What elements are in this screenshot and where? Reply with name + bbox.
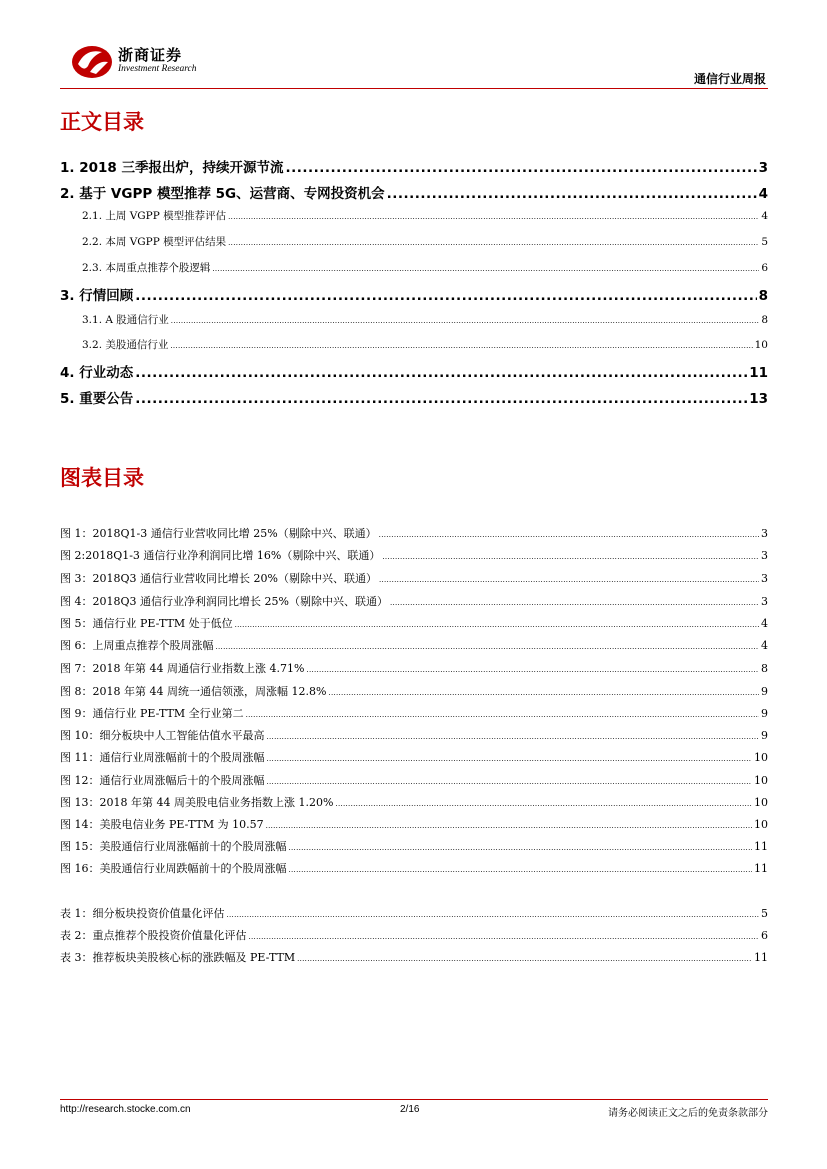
figure-entry-page: 9 <box>761 707 768 720</box>
figure-entry-page: 9 <box>761 729 768 742</box>
figure-entry-label: 图 16：美股通信行业周跌幅前十的个股周涨幅 <box>60 862 287 875</box>
table-entry-page: 6 <box>761 929 768 942</box>
toc-entry-label: 3.1. A 股通信行业 <box>82 314 169 326</box>
table-entry-label: 表 2：重点推荐个股投资价值量化评估 <box>60 929 247 942</box>
figure-entry[interactable] <box>60 727 768 742</box>
toc-entry[interactable] <box>60 182 768 200</box>
leader-dots <box>135 288 756 304</box>
leader-dots <box>212 265 759 273</box>
leader-dots <box>286 160 757 176</box>
figure-entry-label: 图 7：2018 年第 44 周通信行业指数上涨 4.71% <box>60 662 305 675</box>
figure-entry-page: 9 <box>761 685 768 698</box>
leader-dots <box>228 213 759 221</box>
toc-entry[interactable] <box>60 284 768 302</box>
figure-entry-page: 10 <box>754 796 768 809</box>
figure-entry-page: 4 <box>761 617 768 630</box>
leader-dots <box>297 955 752 963</box>
toc-entry-label: 2.3. 本周重点推荐个股逻辑 <box>82 262 211 274</box>
toc-entry-page: 11 <box>749 365 768 381</box>
header-divider <box>60 88 768 89</box>
leader-dots <box>267 778 753 786</box>
leader-dots <box>235 621 759 629</box>
leader-dots <box>390 599 759 607</box>
figure-entry-page: 10 <box>754 751 768 764</box>
figure-entry[interactable] <box>60 683 768 698</box>
figure-entry[interactable] <box>60 525 768 540</box>
figure-entry-page: 4 <box>761 639 768 652</box>
figure-entry-label: 图 1：2018Q1-3 通信行业营收同比增 25%（剔除中兴、联通） <box>60 527 377 540</box>
leader-dots <box>306 666 759 674</box>
toc-entry-page: 4 <box>761 210 768 222</box>
footer-url[interactable]: http://research.stocke.com.cn <box>60 1104 191 1115</box>
figure-entry-label: 图 5：通信行业 PE-TTM 处于低位 <box>60 617 233 630</box>
leader-dots <box>170 342 752 350</box>
toc-entry-label: 2. 基于 VGPP 模型推荐 5G、运营商、专网投资机会 <box>60 186 385 202</box>
toc-entry-label: 3.2. 美股通信行业 <box>82 339 169 351</box>
table-entry-page: 5 <box>761 907 768 920</box>
toc-entry-page: 8 <box>758 288 768 304</box>
figure-entry-label: 图 6：上周重点推荐个股周涨幅 <box>60 639 214 652</box>
leader-dots <box>135 365 747 381</box>
figure-entry[interactable] <box>60 749 768 764</box>
figure-entry-label: 图 9：通信行业 PE-TTM 全行业第二 <box>60 707 244 720</box>
figure-entry[interactable] <box>60 570 768 585</box>
toc-entry-label: 5. 重要公告 <box>60 391 134 407</box>
leader-dots <box>135 391 747 407</box>
toc-entry-page: 5 <box>761 236 768 248</box>
company-logo-icon <box>68 42 114 80</box>
company-name-cn: 浙商证券 <box>118 46 183 64</box>
toc-entry-label: 3. 行情回顾 <box>60 288 134 304</box>
leader-dots <box>249 933 760 941</box>
page-number: 2/16 <box>400 1104 420 1115</box>
figure-entry[interactable] <box>60 660 768 675</box>
figure-entry-label: 图 11：通信行业周涨幅前十的个股周涨幅 <box>60 751 265 764</box>
toc-title: 正文目录 <box>60 110 144 134</box>
figure-entry-page: 11 <box>754 862 768 875</box>
toc-entry-page: 10 <box>754 339 768 351</box>
figure-entry-page: 3 <box>761 527 768 540</box>
figure-entry-label: 图 4：2018Q3 通信行业净利润同比增长 25%（剔除中兴、联通） <box>60 595 388 608</box>
toc-entry-label: 1. 2018 三季报出炉，持续开源节流 <box>60 160 284 176</box>
toc-entry-label: 2.1. 上周 VGPP 模型推荐评估 <box>82 210 227 222</box>
leader-dots <box>382 553 759 561</box>
page-header <box>60 38 768 90</box>
figures-title: 图表目录 <box>60 466 144 490</box>
figure-entry[interactable] <box>60 772 768 787</box>
leader-dots <box>379 576 759 584</box>
leader-dots <box>171 317 760 325</box>
figure-entry[interactable] <box>60 637 768 652</box>
figure-entry-label: 图 14：美股电信业务 PE-TTM 为 10.57 <box>60 818 264 831</box>
footer-disclaimer: 请务必阅读正文之后的免责条款部分 <box>608 1108 768 1119</box>
table-entry[interactable] <box>60 949 768 964</box>
leader-dots <box>289 844 753 852</box>
toc-entry-label: 4. 行业动态 <box>60 365 134 381</box>
company-name-en: Investment Research <box>118 64 197 74</box>
toc-entry-page: 4 <box>758 186 768 202</box>
figure-entry-page: 3 <box>761 572 768 585</box>
document-type: 通信行业周报 <box>693 72 766 86</box>
figure-entry-label: 图 13：2018 年第 44 周美股电信业务指数上涨 1.20% <box>60 796 334 809</box>
figure-entry-label: 图 12：通信行业周涨幅后十的个股周涨幅 <box>60 774 265 787</box>
leader-dots <box>335 800 752 808</box>
figure-entry[interactable] <box>60 593 768 608</box>
figure-entry-label: 图 2:2018Q1-3 通信行业净利润同比增 16%（剔除中兴、联通） <box>60 549 381 562</box>
figure-entry-page: 10 <box>754 818 768 831</box>
toc-entry[interactable] <box>60 361 768 379</box>
figure-entry-page: 10 <box>754 774 768 787</box>
figure-entry[interactable] <box>60 705 768 720</box>
toc-entry[interactable] <box>60 312 768 326</box>
leader-dots <box>328 689 759 697</box>
toc-entry[interactable] <box>60 234 768 248</box>
toc-entry-page: 6 <box>761 262 768 274</box>
toc-entry[interactable] <box>60 260 768 274</box>
toc-entry[interactable] <box>60 208 768 222</box>
table-entry[interactable] <box>60 927 768 942</box>
figure-entry-label: 图 8：2018 年第 44 周统一通信领涨，周涨幅 12.8% <box>60 685 327 698</box>
figure-entry-page: 8 <box>761 662 768 675</box>
leader-dots <box>216 643 760 651</box>
table-entry-label: 表 3：推荐板块美股核心标的涨跌幅及 PE-TTM <box>60 951 296 964</box>
leader-dots <box>267 733 760 741</box>
leader-dots <box>267 755 753 763</box>
figure-entry[interactable] <box>60 615 768 630</box>
footer-divider <box>60 1099 768 1100</box>
figure-entry-page: 11 <box>754 840 768 853</box>
figure-entry-label: 图 15：美股通信行业周涨幅前十的个股周涨幅 <box>60 840 287 853</box>
figure-entry[interactable] <box>60 838 768 853</box>
toc-entry[interactable] <box>60 387 768 405</box>
toc-entry-page: 13 <box>749 391 768 407</box>
leader-dots <box>289 866 753 874</box>
toc-entry[interactable] <box>60 337 768 351</box>
figure-entry[interactable] <box>60 547 768 562</box>
figure-entry[interactable] <box>60 816 768 831</box>
leader-dots <box>228 239 759 247</box>
toc-entry[interactable] <box>60 156 768 174</box>
table-entry-label: 表 1：细分板块投资价值量化评估 <box>60 907 225 920</box>
figure-entry[interactable] <box>60 860 768 875</box>
leader-dots <box>387 186 757 202</box>
figure-entry-page: 3 <box>761 595 768 608</box>
figure-entry-label: 图 3：2018Q3 通信行业营收同比增长 20%（剔除中兴、联通） <box>60 572 377 585</box>
toc-entry-label: 2.2. 本周 VGPP 模型评估结果 <box>82 236 227 248</box>
table-entry[interactable] <box>60 905 768 920</box>
figure-entry-page: 3 <box>761 549 768 562</box>
leader-dots <box>227 911 760 919</box>
leader-dots <box>246 711 759 719</box>
leader-dots <box>379 531 759 539</box>
table-entry-page: 11 <box>754 951 768 964</box>
figure-entry-label: 图 10：细分板块中人工智能估值水平最高 <box>60 729 265 742</box>
leader-dots <box>266 822 752 830</box>
toc-entry-page: 8 <box>761 314 768 326</box>
toc-entry-page: 3 <box>758 160 768 176</box>
figure-entry[interactable] <box>60 794 768 809</box>
